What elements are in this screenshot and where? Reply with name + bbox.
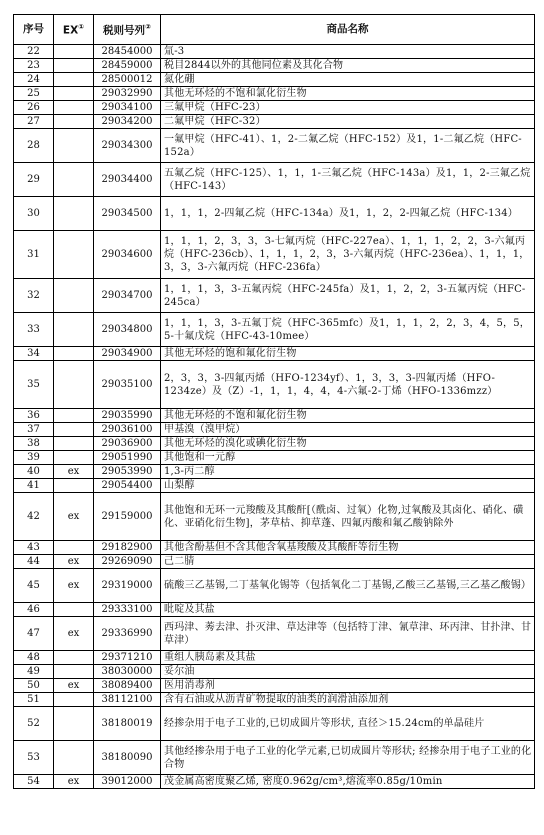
row-ex-marker: [54, 651, 94, 665]
row-ex-marker: [54, 59, 94, 73]
row-product-name: 其他无环烃的不饱和氯化衍生物: [161, 87, 535, 101]
row-ex-marker: [54, 115, 94, 129]
row-index: 26: [14, 101, 54, 115]
row-ex-marker: ex: [54, 617, 94, 651]
row-tariff-code: 29333100: [94, 603, 161, 617]
row-ex-marker: [54, 101, 94, 115]
row-ex-marker: [54, 693, 94, 707]
row-product-name: 山梨醇: [161, 479, 535, 493]
row-tariff-code: 38112100: [94, 693, 161, 707]
row-ex-marker: [54, 437, 94, 451]
row-index: 39: [14, 451, 54, 465]
table-row: [14, 197, 535, 231]
table-row: [14, 651, 535, 665]
row-index: 54: [14, 775, 54, 789]
row-product-name: 硫酸三乙基锡,二丁基氧化锡等（包括氧化二丁基锡,乙酸三乙基锡,三乙基乙酸锡）: [161, 569, 535, 603]
row-product-name: 1，1，1，2，3，3，3-七氟丙烷（HFC-227ea）、1，1，1，2，2，3-六氟丙烷（HFC-236cb）、1，1，1，2，3，3-六氟丙烷（HFC-236ea）、1，1，1，3，3，3-六氟丙烷（HFC-236fa）: [161, 231, 535, 279]
header-ex: EX①: [54, 15, 94, 45]
row-tariff-code: 28459000: [94, 59, 161, 73]
row-tariff-code: 29051990: [94, 451, 161, 465]
table-row: [14, 45, 535, 59]
tariff-table: [13, 14, 535, 789]
row-ex-marker: [54, 361, 94, 409]
row-index: 35: [14, 361, 54, 409]
row-product-name: 其他无环烃的不饱和氟化衍生物: [161, 409, 535, 423]
row-product-name: 其他无环烃的溴化或碘化衍生物: [161, 437, 535, 451]
row-index: 37: [14, 423, 54, 437]
row-product-name: 其他无环烃的饱和氟化衍生物: [161, 347, 535, 361]
row-product-name: 经掺杂用于电子工业的,已切成圆片等形状, 直径＞15.24cm的单晶硅片: [161, 707, 535, 741]
row-ex-marker: [54, 409, 94, 423]
row-tariff-code: 29032990: [94, 87, 161, 101]
row-product-name: 医用消毒剂: [161, 679, 535, 693]
table-row: [14, 279, 535, 313]
row-product-name: 甲基溴（溴甲烷）: [161, 423, 535, 437]
row-index: 42: [14, 493, 54, 541]
table-row: [14, 693, 535, 707]
row-product-name: 1,3-丙二醇: [161, 465, 535, 479]
row-tariff-code: 29034400: [94, 163, 161, 197]
row-tariff-code: 29034900: [94, 347, 161, 361]
row-product-name: 其他含酚基但不含其他含氧基羧酸及其酸酐等衍生物: [161, 541, 535, 555]
row-ex-marker: [54, 129, 94, 163]
table-row: [14, 87, 535, 101]
row-tariff-code: 29036100: [94, 423, 161, 437]
table-row: [14, 665, 535, 679]
row-tariff-code: 29182900: [94, 541, 161, 555]
header-ex-note: ①: [78, 23, 85, 32]
row-tariff-code: 29319000: [94, 569, 161, 603]
row-index: 23: [14, 59, 54, 73]
header-row: [14, 15, 535, 45]
row-index: 52: [14, 707, 54, 741]
row-product-name: 三氟甲烷（HFC-23）: [161, 101, 535, 115]
row-product-name: 妥尔油: [161, 665, 535, 679]
table-row: [14, 479, 535, 493]
row-tariff-code: 29034200: [94, 115, 161, 129]
row-tariff-code: 29159000: [94, 493, 161, 541]
table-row: [14, 569, 535, 603]
row-tariff-code: 38180019: [94, 707, 161, 741]
row-tariff-code: 29034300: [94, 129, 161, 163]
row-product-name: 氮化硼: [161, 73, 535, 87]
row-product-name: 西玛津、莠去津、扑灭津、草达津等（包括特丁津、氰草津、环丙津、甘扑津、甘草津）: [161, 617, 535, 651]
row-product-name: 己二腈: [161, 555, 535, 569]
row-index: 36: [14, 409, 54, 423]
tariff-table-container: [13, 14, 534, 789]
row-index: 46: [14, 603, 54, 617]
row-ex-marker: [54, 603, 94, 617]
header-code: 税则号列②: [94, 15, 161, 45]
row-index: 43: [14, 541, 54, 555]
row-tariff-code: 29054400: [94, 479, 161, 493]
table-row: [14, 437, 535, 451]
row-ex-marker: [54, 707, 94, 741]
row-ex-marker: ex: [54, 493, 94, 541]
row-ex-marker: [54, 479, 94, 493]
row-tariff-code: 29034600: [94, 231, 161, 279]
table-row: [14, 603, 535, 617]
header-name: 商品名称: [161, 15, 535, 45]
row-tariff-code: 29034800: [94, 313, 161, 347]
row-product-name: 其他饱和无环一元羧酸及其酸酐[（酰卤、过氧）化物,过氧酸及其卤化、硝化、磺化、亚硝化衍生物]，茅草枯、抑草蓬、四氟丙酸和氟乙酸钠除外: [161, 493, 535, 541]
row-tariff-code: 29053990: [94, 465, 161, 479]
row-ex-marker: [54, 279, 94, 313]
table-row: [14, 541, 535, 555]
table-row: [14, 101, 535, 115]
table-row: [14, 775, 535, 789]
row-product-name: 税目2844以外的其他同位素及其化合物: [161, 59, 535, 73]
row-tariff-code: 29036900: [94, 437, 161, 451]
row-index: 38: [14, 437, 54, 451]
row-index: 22: [14, 45, 54, 59]
row-product-name: 二氟甲烷（HFC-32）: [161, 115, 535, 129]
row-product-name: 1，1，1，3，3-五氟丙烷（HFC-245fa）及1，1，2，2，3-五氟丙烷（HFC-245ca）: [161, 279, 535, 313]
row-tariff-code: 29269090: [94, 555, 161, 569]
row-index: 49: [14, 665, 54, 679]
row-ex-marker: [54, 423, 94, 437]
row-product-name: 一氟甲烷（HFC-41）、1，2-二氟乙烷（HFC-152）及1，1-二氟乙烷（HFC-152a）: [161, 129, 535, 163]
row-index: 29: [14, 163, 54, 197]
table-row: [14, 465, 535, 479]
table-row: [14, 361, 535, 409]
row-ex-marker: ex: [54, 775, 94, 789]
row-tariff-code: 38089400: [94, 679, 161, 693]
row-index: 45: [14, 569, 54, 603]
table-row: [14, 423, 535, 437]
row-ex-marker: [54, 163, 94, 197]
row-ex-marker: [54, 313, 94, 347]
table-row: [14, 741, 535, 775]
row-index: 30: [14, 197, 54, 231]
row-product-name: 1，1，1，3，3-五氟丁烷（HFC-365mfc）及1，1，1，2，2，3，4，5，5，5-十氟戊烷（HFC-43-10mee）: [161, 313, 535, 347]
table-row: [14, 231, 535, 279]
row-index: 40: [14, 465, 54, 479]
row-index: 32: [14, 279, 54, 313]
row-ex-marker: [54, 541, 94, 555]
table-row: [14, 347, 535, 361]
row-index: 33: [14, 313, 54, 347]
table-row: [14, 555, 535, 569]
row-tariff-code: 38180090: [94, 741, 161, 775]
table-body: [14, 45, 535, 789]
row-index: 25: [14, 87, 54, 101]
table-row: [14, 493, 535, 541]
row-product-name: 五氟乙烷（HFC-125）、1，1，1-三氟乙烷（HFC-143a）及1，1，2-三氟乙烷（HFC-143）: [161, 163, 535, 197]
row-tariff-code: 28454000: [94, 45, 161, 59]
row-product-name: 2，3，3，3-四氟丙烯（HFO-1234yf）、1，3，3，3-四氟丙烯（HFO-1234ze）及（Z）-1，1，1，4，4，4-六氟-2-丁烯（HFO-1336mzz）: [161, 361, 535, 409]
row-ex-marker: ex: [54, 569, 94, 603]
row-product-name: 其他经掺杂用于电子工业的化学元素,已切成圆片等形状; 经掺杂用于电子工业的化合物: [161, 741, 535, 775]
row-index: 27: [14, 115, 54, 129]
row-index: 50: [14, 679, 54, 693]
row-tariff-code: 29034100: [94, 101, 161, 115]
table-row: [14, 129, 535, 163]
row-product-name: 茂金属高密度聚乙烯, 密度0.962g/cm³,熔流率0.85g/10min: [161, 775, 535, 789]
row-ex-marker: ex: [54, 465, 94, 479]
row-product-name: 其他饱和一元醇: [161, 451, 535, 465]
row-product-name: 1，1，1，2-四氟乙烷（HFC-134a）及1，1，2，2-四氟乙烷（HFC-134）: [161, 197, 535, 231]
row-product-name: 含有石油或从沥青矿物提取的油类的润滑油添加剂: [161, 693, 535, 707]
row-tariff-code: 39012000: [94, 775, 161, 789]
table-row: [14, 617, 535, 651]
row-tariff-code: 29034700: [94, 279, 161, 313]
row-index: 44: [14, 555, 54, 569]
row-ex-marker: [54, 665, 94, 679]
table-row: [14, 313, 535, 347]
row-tariff-code: 29371210: [94, 651, 161, 665]
row-tariff-code: 29336990: [94, 617, 161, 651]
table-row: [14, 707, 535, 741]
row-index: 31: [14, 231, 54, 279]
table-row: [14, 163, 535, 197]
row-index: 51: [14, 693, 54, 707]
table-row: [14, 409, 535, 423]
row-ex-marker: [54, 741, 94, 775]
row-index: 24: [14, 73, 54, 87]
row-product-name: 吡啶及其盐: [161, 603, 535, 617]
row-tariff-code: 29034500: [94, 197, 161, 231]
row-ex-marker: ex: [54, 679, 94, 693]
row-ex-marker: [54, 451, 94, 465]
row-tariff-code: 38030000: [94, 665, 161, 679]
header-index: 序号: [14, 15, 54, 45]
row-ex-marker: [54, 231, 94, 279]
row-index: 28: [14, 129, 54, 163]
table-row: [14, 679, 535, 693]
row-product-name: 氚-3: [161, 45, 535, 59]
row-ex-marker: [54, 347, 94, 361]
table-row: [14, 115, 535, 129]
table-row: [14, 59, 535, 73]
row-ex-marker: [54, 87, 94, 101]
row-ex-marker: ex: [54, 555, 94, 569]
row-tariff-code: 28500012: [94, 73, 161, 87]
header-code-note: ②: [145, 23, 151, 32]
row-tariff-code: 29035990: [94, 409, 161, 423]
row-index: 41: [14, 479, 54, 493]
row-ex-marker: [54, 73, 94, 87]
row-product-name: 重组人胰岛素及其盐: [161, 651, 535, 665]
row-tariff-code: 29035100: [94, 361, 161, 409]
table-row: [14, 451, 535, 465]
row-index: 47: [14, 617, 54, 651]
table-row: [14, 73, 535, 87]
row-ex-marker: [54, 45, 94, 59]
row-index: 34: [14, 347, 54, 361]
row-index: 48: [14, 651, 54, 665]
row-ex-marker: [54, 197, 94, 231]
row-index: 53: [14, 741, 54, 775]
